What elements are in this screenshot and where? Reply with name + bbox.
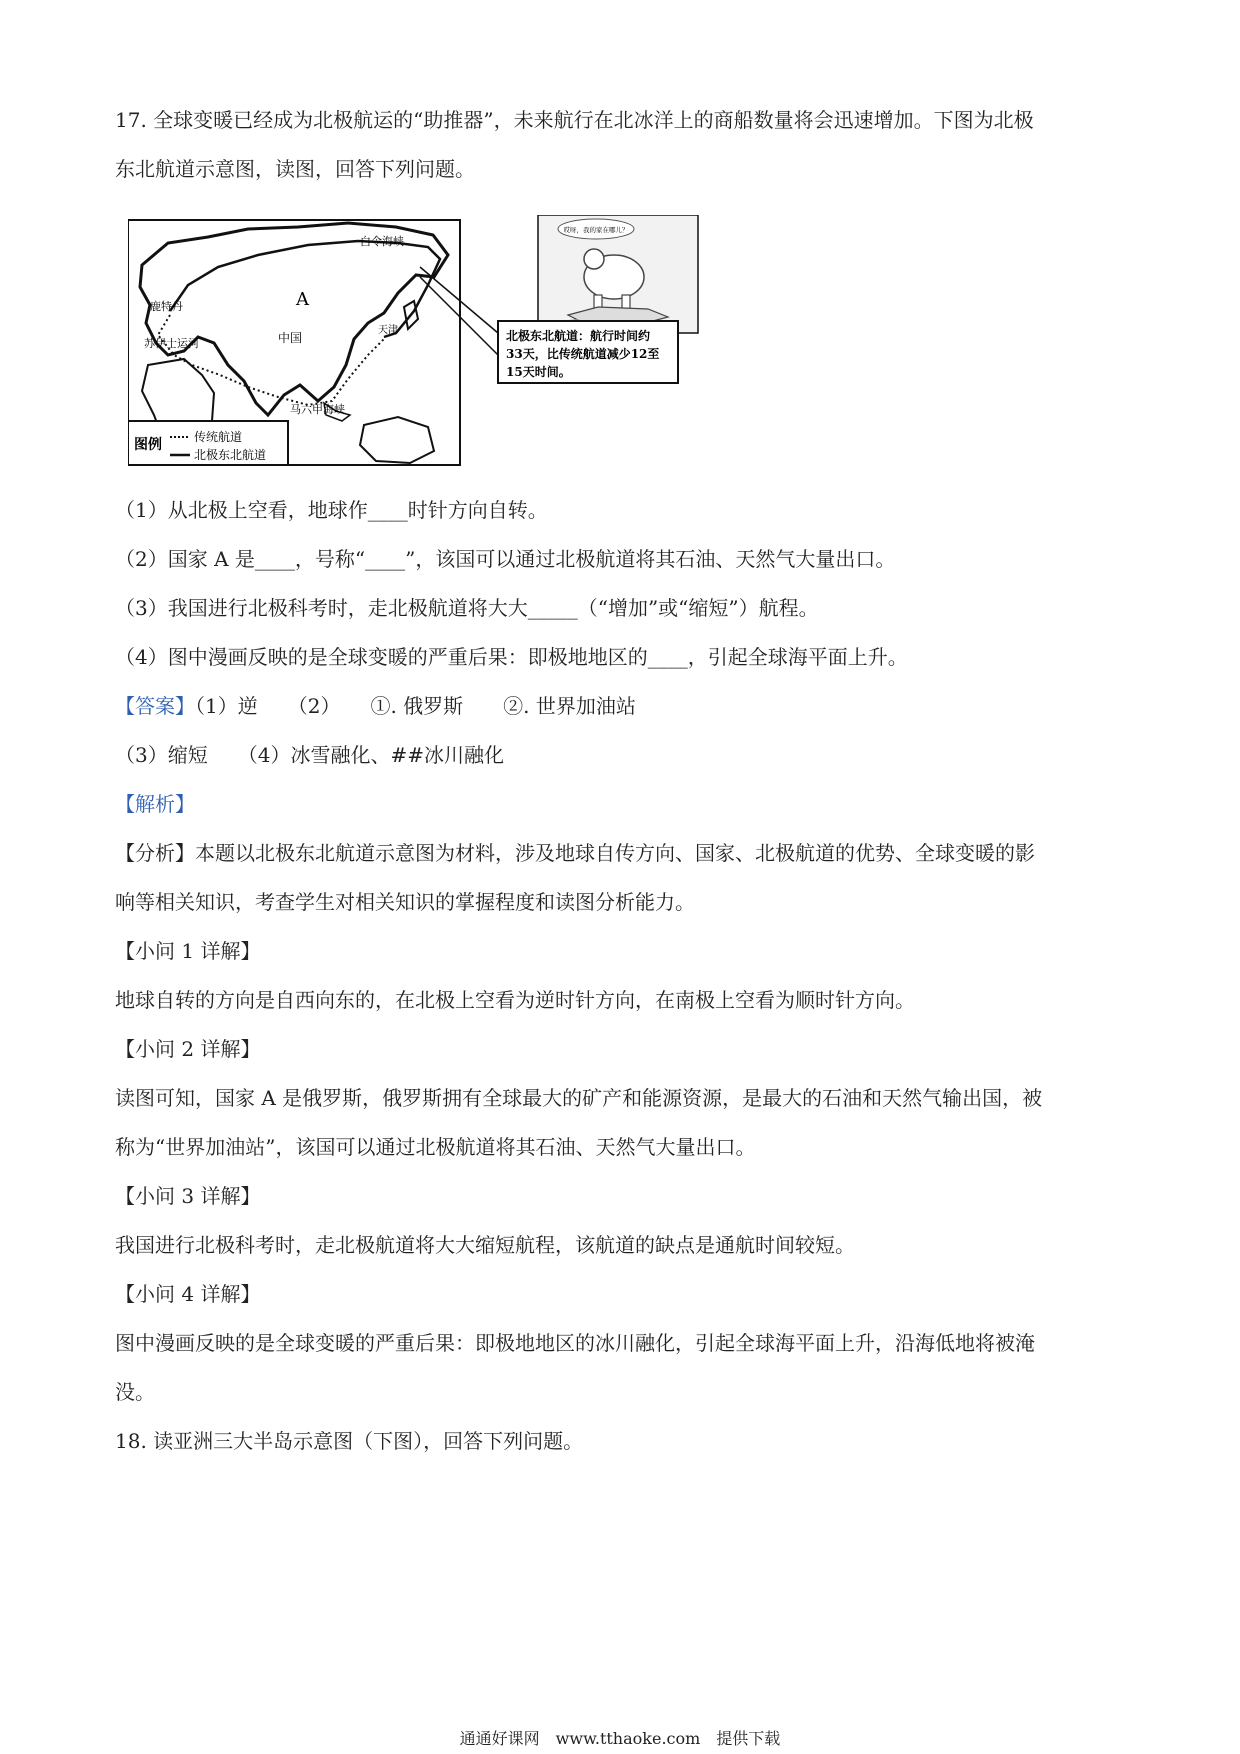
label-tianjin: 天津 bbox=[378, 325, 398, 336]
answer-row2: （3）缩短 （4）冰雪融化、##冰川融化 bbox=[115, 743, 504, 767]
answer-row1 bbox=[115, 692, 636, 720]
arctic-route-map bbox=[128, 215, 708, 470]
answer-label: 【答案】 bbox=[115, 694, 195, 718]
callout-line1: 北极东北航道：航行时间约 bbox=[506, 329, 651, 343]
cartoon-bubble-text: 哎呀，我的家在哪儿？ bbox=[563, 226, 629, 234]
arctic-route-figure bbox=[128, 215, 708, 470]
answer-text1: （1）逆 （2） ①. 俄罗斯 ②. 世界加油站 bbox=[195, 694, 636, 718]
q18-stem: 18. 读亚洲三大半岛示意图（下图），回答下列问题。 bbox=[115, 1429, 584, 1453]
callout-line2: 33天，比传统航道减少12至 bbox=[506, 347, 660, 361]
label-rotterdam: 鹿特丹 bbox=[150, 300, 183, 313]
analysis-label: 【解析】 bbox=[115, 792, 195, 816]
analysis-line2: 响等相关知识，考查学生对相关知识的掌握程度和读图分析能力。 bbox=[115, 890, 695, 914]
label-malacca: 马六甲海峡 bbox=[290, 403, 345, 416]
detail4-line1: 图中漫画反映的是全球变暖的严重后果：即极地地区的冰川融化，引起全球海平面上升，沿海低地将被淹 bbox=[115, 1331, 1035, 1355]
q17-sub2: （2）国家 A 是____，号称“____”，该国可以通过北极航道将其石油、天然气大量出口。 bbox=[115, 547, 896, 571]
q17-stem-line2: 东北航道示意图，读图，回答下列问题。 bbox=[115, 157, 475, 181]
detail1-title: 【小问 1 详解】 bbox=[115, 939, 261, 963]
legend-traditional-label: 传统航道 bbox=[194, 430, 243, 444]
analysis-line1: 【分析】本题以北极东北航道示意图为材料，涉及地球自传方向、国家、北极航道的优势、全球变暖的影 bbox=[115, 841, 1035, 865]
q17-sub1: （1）从北极上空看，地球作____时针方向自转。 bbox=[115, 498, 548, 522]
q17-sub4: （4）图中漫画反映的是全球变暖的严重后果：即极地地区的____，引起全球海平面上升。 bbox=[115, 645, 908, 669]
page-footer: 通通好课网 www.tthaoke.com 提供下载 bbox=[459, 1729, 781, 1748]
detail1-text: 地球自转的方向是自西向东的，在北极上空看为逆时针方向，在南极上空看为顺时针方向。 bbox=[115, 988, 915, 1012]
detail3-text: 我国进行北极科考时，走北极航道将大大缩短航程，该航道的缺点是通航时间较短。 bbox=[115, 1233, 855, 1257]
polar-bear-head bbox=[584, 249, 604, 269]
label-china: 中国 bbox=[278, 331, 303, 345]
detail4-line2: 没。 bbox=[115, 1380, 155, 1404]
detail3-title: 【小问 3 详解】 bbox=[115, 1184, 261, 1208]
detail4-title: 【小问 4 详解】 bbox=[115, 1282, 261, 1306]
label-bering: 白令海峡 bbox=[360, 235, 404, 248]
q17-stem-line1: 17. 全球变暖已经成为北极航运的“助推器”，未来航行在北冰洋上的商船数量将会迅速增加。下图为北极 bbox=[115, 108, 1034, 132]
label-country-a: A bbox=[296, 289, 309, 310]
detail2-line1: 读图可知，国家 A 是俄罗斯，俄罗斯拥有全球最大的矿产和能源资源，是最大的石油和天然气输出国，被 bbox=[115, 1086, 1043, 1110]
detail2-title: 【小问 2 详解】 bbox=[115, 1037, 261, 1061]
q17-sub3: （3）我国进行北极科考时，走北极航道将大大_____（“增加”或“缩短”）航程。 bbox=[115, 596, 819, 620]
legend-northeast-label: 北极东北航道 bbox=[194, 448, 267, 462]
detail2-line2: 称为“世界加油站”，该国可以通过北极航道将其石油、天然气大量出口。 bbox=[115, 1135, 756, 1159]
label-suez: 苏伊士运河 bbox=[144, 337, 199, 350]
callout-line3: 15天时间。 bbox=[506, 365, 571, 379]
legend-title: 图例 bbox=[134, 437, 162, 453]
